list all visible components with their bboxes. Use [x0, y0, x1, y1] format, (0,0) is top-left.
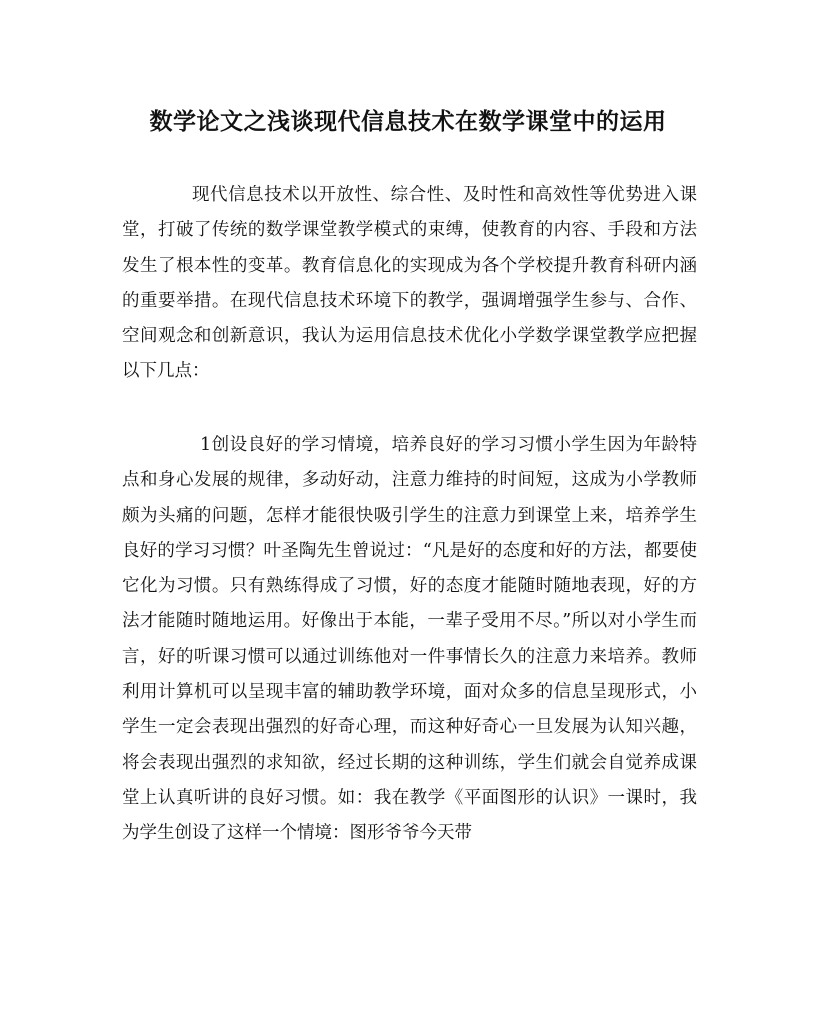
body-paragraph-section-1: 1创设良好的学习情境，培养良好的学习习惯小学生因为年龄特点和身心发展的规律，多动好动，注意力维持的时间短，这成为小学教师颇为头痛的问题，怎样才能很快吸引学生的注意力到课堂上来，培养学生良好的学习习惯？叶圣陶先生曾说过：“凡是好的态度和好的方法，都要使它化为习惯。只有熟练得成了习惯，好的态度才能随时随地表现，好的方法才能随时随地运用。好像出于本能，一辈子受用不尽。”所以对小学生而言，好的听课习惯可以通过训练他对一件事情长久的注意力来培养。教师利用计算机可以呈现丰富的辅助教学环境，面对众多的信息呈现形式，小学生一定会表现出强烈的好奇心理，而这种好奇心一旦发展为认知兴趣，将会表现出强烈的求知欲，经过长期的这种训练，学生们就会自觉养成课堂上认真听讲的良好习惯。如：我在教学《平面图形的认识》一课时，我为学生创设了这样一个情境：图形爷爷今天带 — [122, 435, 697, 844]
body-paragraph-intro: 现代信息技术以开放性、综合性、及时性和高效性等优势进入课堂，打破了传统的数学课堂教学模式的束缚，使教育的内容、手段和方法发生了根本性的变革。教育信息化的实现成为各个学校提升教育科研内涵的重要举措。在现代信息技术环境下的教学，强调增强学生参与、合作、空间观念和创新意识，我认为运用信息技术优化小学数学课堂教学应把握以下几点： — [122, 185, 697, 382]
document-title: 数学论文之浅谈现代信息技术在数学课堂中的运用 — [149, 108, 667, 135]
